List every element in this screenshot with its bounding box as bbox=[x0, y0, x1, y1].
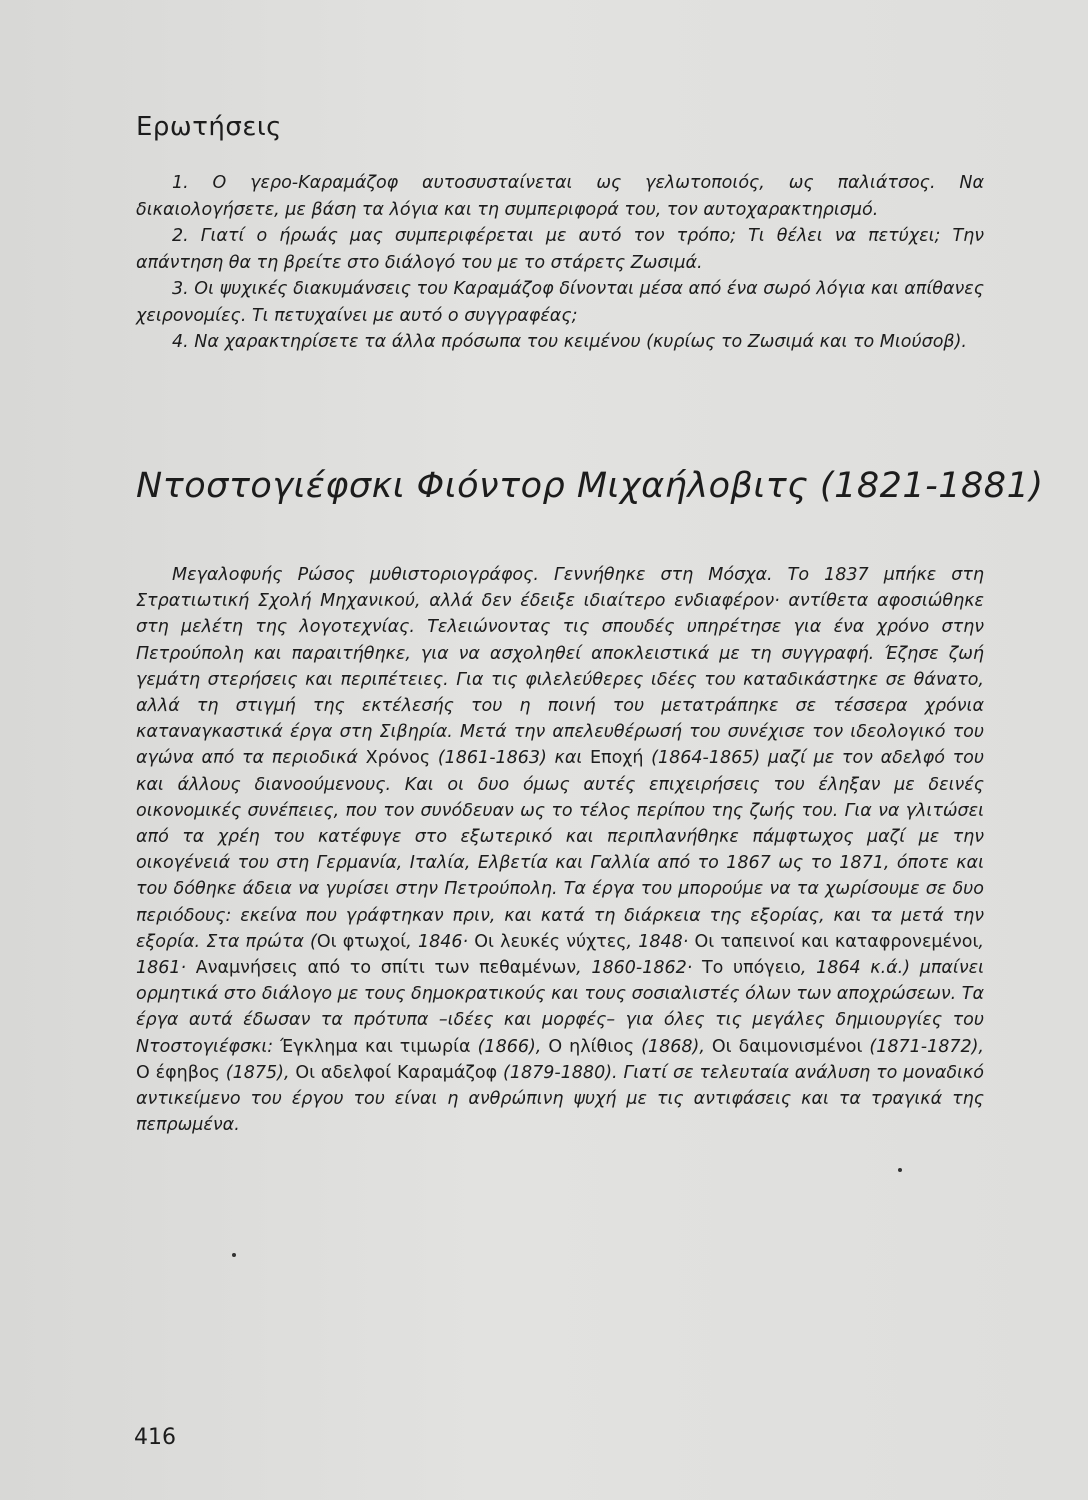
author-heading: Ντοστογιέφσκι Φιόντορ Μιχαήλοβιτς (1821-1881) bbox=[136, 466, 1044, 506]
work-title: Οι αδελφοί Καραμάζοφ bbox=[295, 1062, 498, 1083]
question-item: 2. Γιατί ο ήρωάς μας συμπεριφέρεται με αυτό τον τρόπο; Τι θέλει να πετύχει; Την απάντηση θα τη βρείτε στο διάλογό του με το στάρετς Ζωσιμά. bbox=[136, 226, 984, 273]
questions-list bbox=[136, 170, 984, 356]
bio-text: (1871-1872), bbox=[862, 1036, 984, 1057]
work-title: Οι λευκές νύχτες bbox=[474, 931, 627, 952]
work-title: Ο έφηβος bbox=[136, 1062, 220, 1083]
question-item: 4. Να χαρακτηρίσετε τα άλλα πρόσωπα του κειμένου (κυρίως το Ζωσιμά και το Μιούσοβ). bbox=[172, 332, 967, 352]
bio-text: (1879-1880). Γιατί σε τελευταία ανάλυση το μοναδικό αντικείμενο του έργου του είναι η ανθρώπινη ψυχή με τις αντιφάσεις και τα τραγικά της πεπρωμένα. bbox=[136, 1062, 985, 1136]
magazine-title: Εποχή bbox=[590, 748, 644, 769]
print-speck bbox=[898, 1168, 902, 1172]
bio-text: και bbox=[554, 748, 583, 769]
bio-text: , 1846· bbox=[406, 931, 475, 952]
question-item: 1. Ο γερο-Καραμάζοφ αυτοσυσταίνεται ως γελωτοποιός, ως παλιάτσος. Να δικαιολογήσετε, με βάση τα λόγια και τη συμπεριφορά του, τον αυτοχαρακτηρισμό. bbox=[136, 173, 984, 220]
bio-text: , 1860-1862· bbox=[576, 958, 702, 979]
bio-text: (1861-1863) bbox=[437, 748, 547, 769]
magazine-title: Χρόνος bbox=[365, 748, 431, 769]
bio-text: (1864-1865) μαζί με τον αδελφό του και άλλους διανοούμενους. Και οι δυο όμως αυτές επιχειρήσεις του έληξαν με δεινές οικονομικές συνέπειες, που τον συνόδευαν ως το τέλος περίπου της ζωής του. Για να γλιτώσει από τα χρέη του κατέφυγε στο εξωτερικό και περιπλανήθηκε πάμφτωχος μαζί με την οικογένειά του στη Γερμανία, Ιταλία, Ελβετία και Γαλλία από το 1867 ως το 1871, όποτε και του δόθηκε άδεια να γυρίσει στην Πετρούπολη. Τα έργα του μπορούμε να τα χωρίσουμε σε δυο περιόδους: εκείνα που γράφτηκαν πριν, και κατά τη διάρκεια της εξορίας, και τα μετά την εξορία. Στα πρώτα ( bbox=[136, 748, 984, 952]
bio-text: , 1861· bbox=[136, 931, 984, 979]
question-item: 3. Οι ψυχικές διακυμάνσεις του Καραμάζοφ δίνονται μέσα από ένα σωρό λόγια και απίθανες χειρονομίες. Τι πετυχαίνει με αυτό ο συγγραφέας; bbox=[136, 279, 984, 326]
work-title: Ο ηλίθιος bbox=[548, 1036, 635, 1057]
questions-heading: Ερωτήσεις bbox=[136, 112, 282, 142]
work-title: Αναμνήσεις από το σπίτι των πεθαμένων bbox=[195, 958, 577, 979]
bio-text: (1868), bbox=[634, 1036, 712, 1057]
work-title: Το υπόγειο bbox=[701, 958, 801, 979]
work-title: Έγκλημα και τιμωρία bbox=[280, 1036, 471, 1057]
work-title: Οι δαιμονισμένοι bbox=[711, 1036, 863, 1057]
bio-text: , 1864 κ.ά.) μπαίνει ορμητικά στο διάλογο με τους δημοκρατικούς και τους σοσιαλιστές όλων των αποχρώσεων. Τα έργα αυτά έδωσαν τα πρότυπα –ιδέες και μορφές– για όλες τις μεγάλες δημιουργίες του Ντοστογιέφσκι: bbox=[136, 958, 985, 1057]
page-number: 416 bbox=[134, 1425, 176, 1450]
bio-text: Μεγαλοφυής Ρώσος μυθιστοριογράφος. Γεννήθηκε στη Μόσχα. Το 1837 μπήκε στη Στρατιωτική Σχολή Μηχανικού, αλλά δεν έδειξε ιδιαίτερο ενδιαφέρον· αντίθετα αφοσιώθηκε στη μελέτη της λογοτεχνίας. Τελειώνοντας τις σπουδές υπηρέτησε για ένα χρόνο στην Πετρούπολη και παραιτήθηκε, για να ασχοληθεί αποκλειστικά με τη συγγραφή. Έζησε ζωή γεμάτη στερήσεις και περιπέτειες. Για τις φιλελεύθερες ιδέες του καταδικάστηκε σε θάνατο, αλλά τη στιγμή της εκτέλεσής του η ποινή του μετατράπηκε σε τέσσερα χρόνια καταναγκαστικά έργα στη Σιβηρία. Μετά την απελευθέρωσή του συνέχισε τον ιδεολογικό του αγώνα από τα περιοδικά bbox=[136, 565, 984, 769]
bio-text: (1875), bbox=[219, 1062, 296, 1083]
print-speck bbox=[232, 1253, 236, 1257]
work-title: Οι ταπεινοί και καταφρονεμένοι bbox=[694, 931, 979, 952]
work-title: Οι φτωχοί bbox=[316, 931, 407, 952]
bio-text: (1866), bbox=[470, 1036, 549, 1057]
author-biography bbox=[136, 562, 984, 1138]
bio-text: , 1848· bbox=[626, 931, 695, 952]
